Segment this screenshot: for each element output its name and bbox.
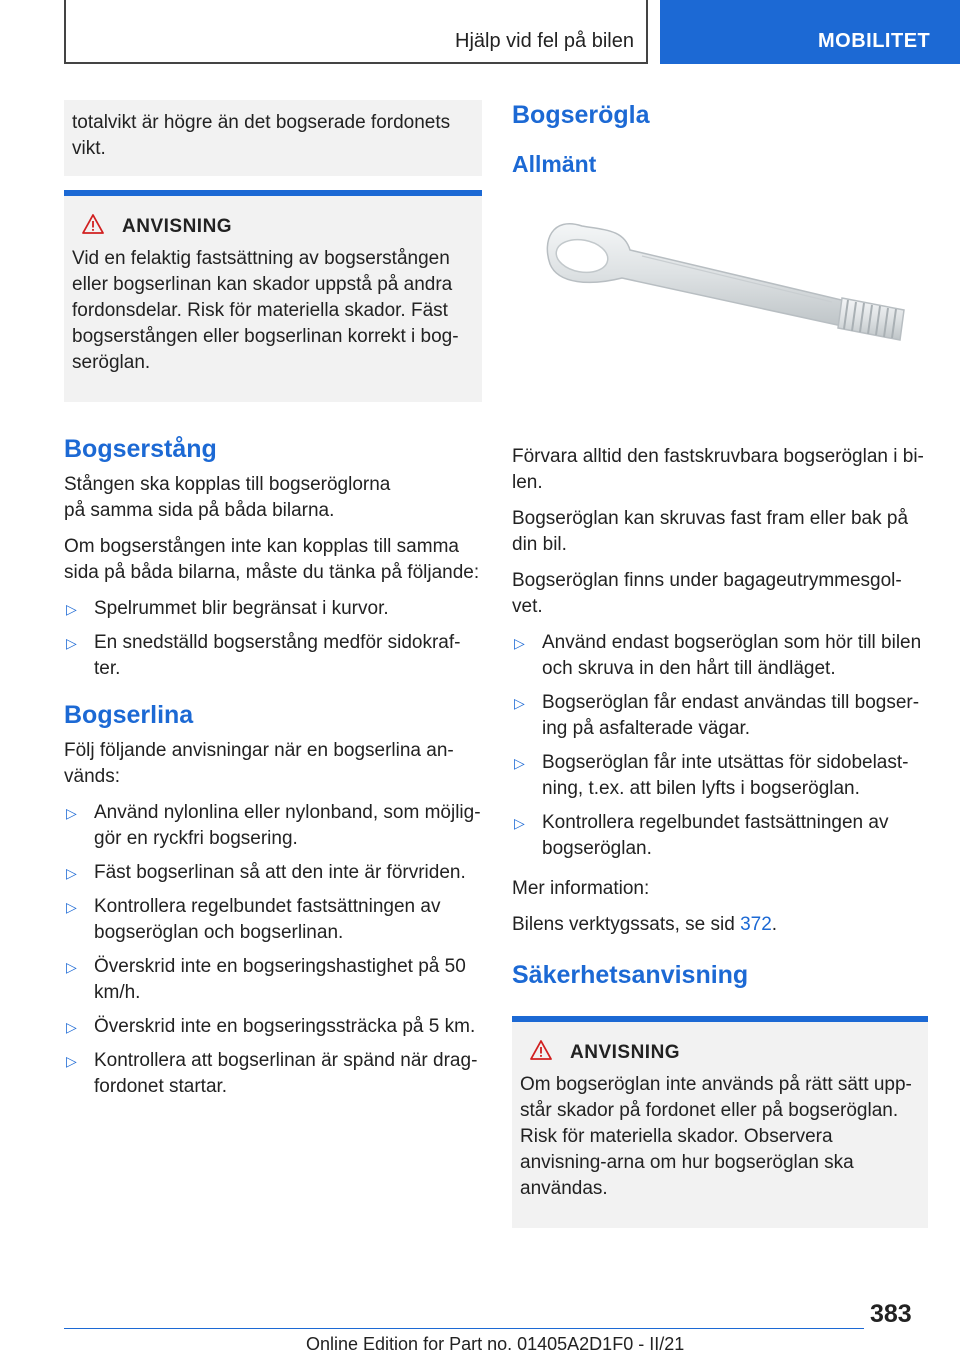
triangle-bullet-icon: ▷ bbox=[66, 1019, 77, 1035]
section-label: MOBILITET bbox=[818, 30, 931, 52]
list-item: ▷ Spelrummet blir begränsat i kurvor. bbox=[64, 596, 482, 622]
page-number: 383 bbox=[870, 1300, 912, 1328]
list-item: ▷ Kontrollera regelbundet fastsättningen av bogseröglan och bogserlinan. bbox=[66, 896, 441, 943]
triangle-bullet-icon: ▷ bbox=[514, 635, 525, 651]
list-item: ▷ Använd nylonlina eller nylonband, som möjlig-gör en ryckfri bogsering. bbox=[66, 802, 481, 849]
warning-box bbox=[512, 1016, 928, 1228]
tow-eye-image bbox=[512, 186, 928, 436]
triangle-bullet-icon: ▷ bbox=[66, 805, 77, 821]
list-item: ▷ En snedställd bogserstång medför sidokraf-ter. bbox=[66, 632, 461, 679]
list-item: ▷ Kontrollera att bogserlinan är spänd när drag-fordonet startar. bbox=[66, 1050, 478, 1097]
list-item: ▷ Bogseröglan får inte utsättas för sidobelast-ning, t.ex. att bilen lyfts i bogseröglan. bbox=[514, 752, 909, 799]
triangle-bullet-icon: ▷ bbox=[66, 635, 77, 651]
warning-label: ANVISNING bbox=[122, 216, 233, 237]
triangle-bullet-icon: ▷ bbox=[66, 601, 77, 617]
footer-divider bbox=[64, 1328, 864, 1329]
list-item: ▷ Kontrollera regelbundet fastsättningen av bogseröglan. bbox=[514, 812, 889, 859]
warning-label: ANVISNING bbox=[570, 1042, 681, 1063]
triangle-bullet-icon: ▷ bbox=[514, 815, 525, 831]
page-reference-link[interactable]: 372 bbox=[740, 914, 772, 935]
list-item: ▷ Bogseröglan får endast användas till bogser-ing på asfalterade vägar. bbox=[514, 692, 920, 739]
paragraph: Om bogserstången inte kan kopplas till samma sida på båda bilarna, måste du tänka på följande: bbox=[64, 536, 480, 583]
paragraph: Förvara alltid den fastskruvbara bogseröglan i bi-len. bbox=[512, 446, 924, 493]
paragraph: Följ följande anvisningar när en bogserlina an-vänds: bbox=[64, 740, 454, 787]
subheading-allmant: Allmänt bbox=[512, 151, 597, 177]
section-tab bbox=[660, 0, 960, 64]
triangle-bullet-icon: ▷ bbox=[514, 755, 525, 771]
paragraph: Stången ska kopplas till bogseröglorna på samma sida på båda bilarna. bbox=[64, 474, 391, 521]
warning-header bbox=[520, 1040, 920, 1066]
tow-eye-illustration bbox=[512, 186, 928, 436]
more-info-label: Mer information: bbox=[512, 878, 650, 899]
list-item: ▷ Överskrid inte en bogseringshastighet på 50 km/h. bbox=[66, 956, 466, 1003]
triangle-bullet-icon: ▷ bbox=[66, 899, 77, 915]
paragraph: Bogseröglan kan skruvas fast fram eller bak på din bil. bbox=[512, 508, 909, 555]
warning-text: Vid en felaktig fastsättning av bogserstången eller bogserlinan kan skador uppstå på andra fordonsdelar. Risk för materiella skador. Fäst bogserstången eller bogserlinan korrekt i bog-seröglan. bbox=[72, 248, 459, 373]
bullet-list bbox=[512, 630, 928, 862]
intro-box bbox=[64, 100, 482, 176]
warning-text: Om bogseröglan inte används på rätt sätt upp-står skador på fordonet eller på bogseröglan. Risk för materiella skador. Observera anvisning-arna om hur bogseröglan ska användas. bbox=[520, 1074, 912, 1199]
intro-text: totalvikt är högre än det bogserade fordonets vikt. bbox=[72, 112, 451, 159]
warning-triangle-icon bbox=[530, 1040, 570, 1066]
triangle-bullet-icon: ▷ bbox=[66, 959, 77, 975]
triangle-bullet-icon: ▷ bbox=[66, 1053, 77, 1069]
chapter-title: Hjälp vid fel på bilen bbox=[455, 30, 634, 52]
warning-header bbox=[72, 214, 474, 240]
list-item: ▷ Fäst bogserlinan så att den inte är förvriden. bbox=[64, 860, 482, 886]
heading-bogserlina: Bogserlina bbox=[64, 701, 194, 729]
heading-bogserogla: Bogserögla bbox=[512, 101, 650, 129]
bullet-list bbox=[64, 800, 482, 1100]
list-item: ▷ Använd endast bogseröglan som hör till bilen och skruva in den hårt till ändläget. bbox=[514, 632, 922, 679]
heading-sakerhetsanvisning: Säkerhetsanvisning bbox=[512, 961, 749, 989]
header-title-frame bbox=[64, 0, 648, 64]
warning-box bbox=[64, 190, 482, 402]
bullet-list bbox=[64, 596, 482, 682]
reference-line: Bilens verktygssats, se sid 372. bbox=[512, 914, 778, 935]
triangle-bullet-icon: ▷ bbox=[514, 695, 525, 711]
edition-footer: Online Edition for Part no. 01405A2D1F0 - II/21 bbox=[306, 1334, 685, 1354]
left-column bbox=[64, 100, 482, 1110]
list-item: ▷ Överskrid inte en bogseringssträcka på 5 km. bbox=[64, 1014, 482, 1040]
warning-triangle-icon bbox=[82, 214, 122, 240]
triangle-bullet-icon: ▷ bbox=[66, 865, 77, 881]
heading-bogserstang: Bogserstång bbox=[64, 435, 217, 463]
paragraph: Bogseröglan finns under bagageutrymmesgol-vet. bbox=[512, 570, 902, 617]
right-column bbox=[512, 100, 928, 1228]
